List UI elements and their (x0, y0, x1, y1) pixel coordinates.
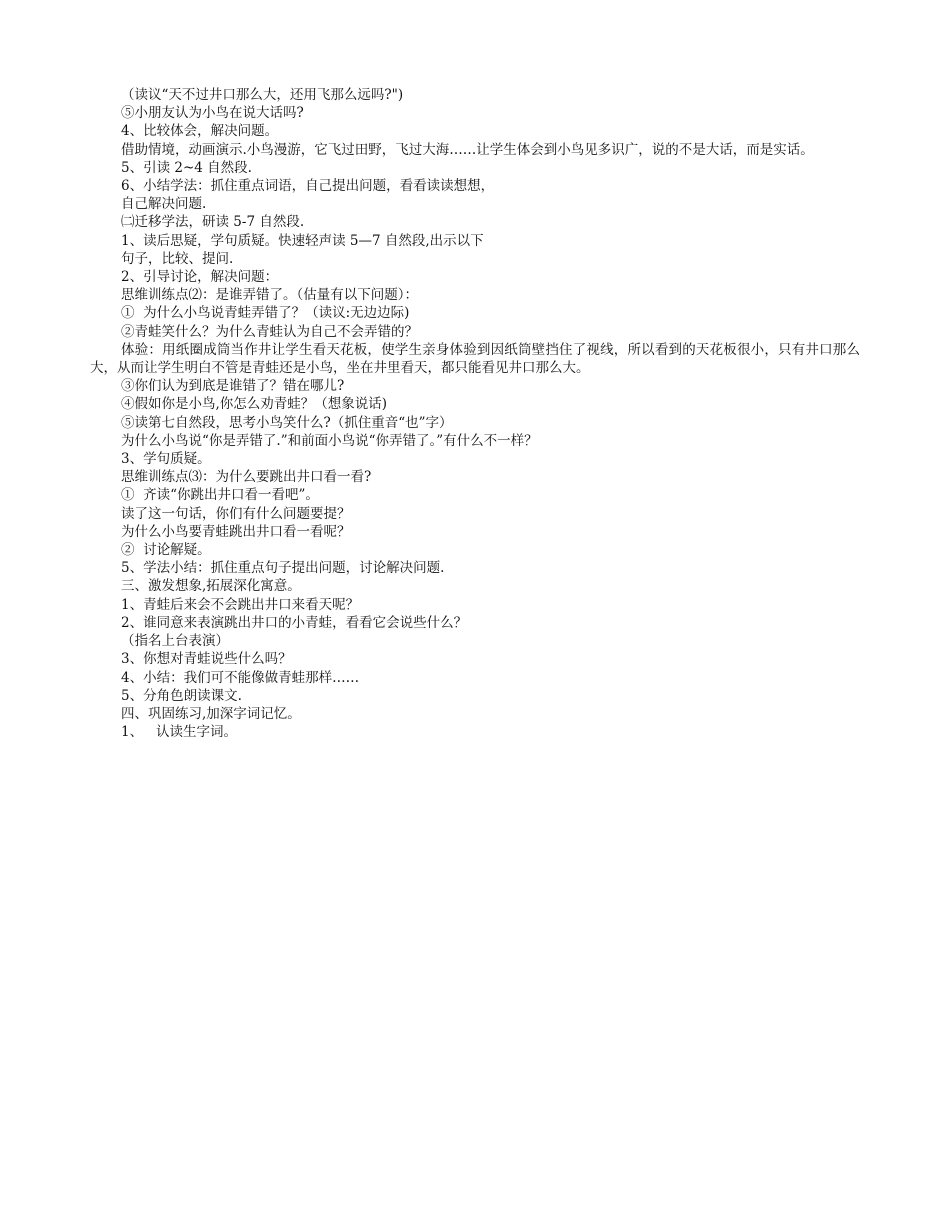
text-line: 2、谁同意来表演跳出井口的小青蛙，看看它会说些什么？ (121, 614, 468, 631)
text-line: 自己解决问题. (121, 196, 207, 213)
text-line: ⑤小朋友认为小鸟在说大话吗? (121, 105, 304, 122)
document-body (90, 86, 860, 741)
text-line: ③你们认为到底是谁错了？错在哪儿? (121, 378, 345, 395)
text-line: ㈡迁移学法，研读 5-7 自然段. (121, 214, 305, 231)
text-line: 1、 认读生字词。 (121, 724, 237, 741)
text-line: ① 齐读“你跳出井口看一看吧”。 (121, 487, 319, 504)
text-line: 6、小结学法：抓住重点词语，自己提出问题，看看读读想想， (121, 178, 495, 195)
text-line: 4、比较体会，解决问题。 (121, 123, 279, 140)
text-line: 3、你想对青蛙说些什么吗？ (121, 651, 292, 668)
text-line: （读议“天不过井口那么大，还用飞那么远吗?") (121, 87, 404, 103)
text-line: ②青蛙笑什么？为什么青蛙认为自己不会弄错的？ (121, 323, 418, 340)
text-line: 读了这一句话，你们有什么问题要提？ (121, 505, 351, 522)
text-paragraph: 体验：用纸圈成筒当作井让学生看天花板，使学生亲身体验到因纸筒壁挡住了视线，所以看到的天花板很小，只有井口那么大，从而让学生明白不管是青蛙还是小鸟，坐在井里看天，都只能看见井口那么大。 (90, 341, 860, 377)
text-line: 为什么小鸟说“你是弄错了.”和前面小鸟说“你弄错了。”有什么不一样？ (121, 432, 538, 449)
text-line: 三、激发想象,拓展深化寓意。 (121, 578, 301, 595)
text-paragraph: 借助情境，动画演示.小鸟漫游，它飞过田野，飞过大海……让学生体会到小鸟见多识广，说的不是大话，而是实话。 (121, 141, 814, 158)
text-line: ① 为什么小鸟说青蛙弄错了？（读议:无边边际) (121, 305, 410, 322)
text-line: ② 讨论解疑。 (121, 542, 211, 559)
text-line: 4、小结：我们可不能像做青蛙那样…… (121, 669, 360, 686)
text-line: 3、学句质疑。 (121, 451, 211, 468)
text-line: 2、引导讨论，解决问题： (121, 269, 279, 286)
text-line: 1、读后思疑，学句质疑。快速轻声读 5—7 自然段,出示以下 (121, 232, 484, 249)
text-line: 5、分角色朗读课文. (121, 687, 242, 704)
text-line: （指名上台表演） (121, 633, 229, 650)
text-line: 思维训练点⑵：是谁弄错了。（估量有以下问题）： (121, 287, 418, 304)
text-line: 5、引读 2~4 自然段. (121, 159, 252, 176)
text-line: 5、学法小结：抓住重点句子提出问题，讨论解决问题. (121, 560, 445, 577)
text-line: 1、青蛙后来会不会跳出井口来看天呢？ (121, 596, 360, 613)
text-line: 为什么小鸟要青蛙跳出井口看一看呢？ (121, 523, 351, 540)
text-line: 句子，比较、提问. (121, 250, 234, 267)
text-line: ⑤读第七自然段，思考小鸟笑什么?（抓住重音“也”字） (121, 414, 453, 431)
text-line: 思维训练点⑶：为什么要跳出井口看一看? (121, 469, 372, 486)
text-line: 四、巩固练习,加深字词记忆。 (121, 705, 301, 722)
text-line: ④假如你是小鸟,你怎么劝青蛙？（想象说话) (121, 396, 388, 413)
